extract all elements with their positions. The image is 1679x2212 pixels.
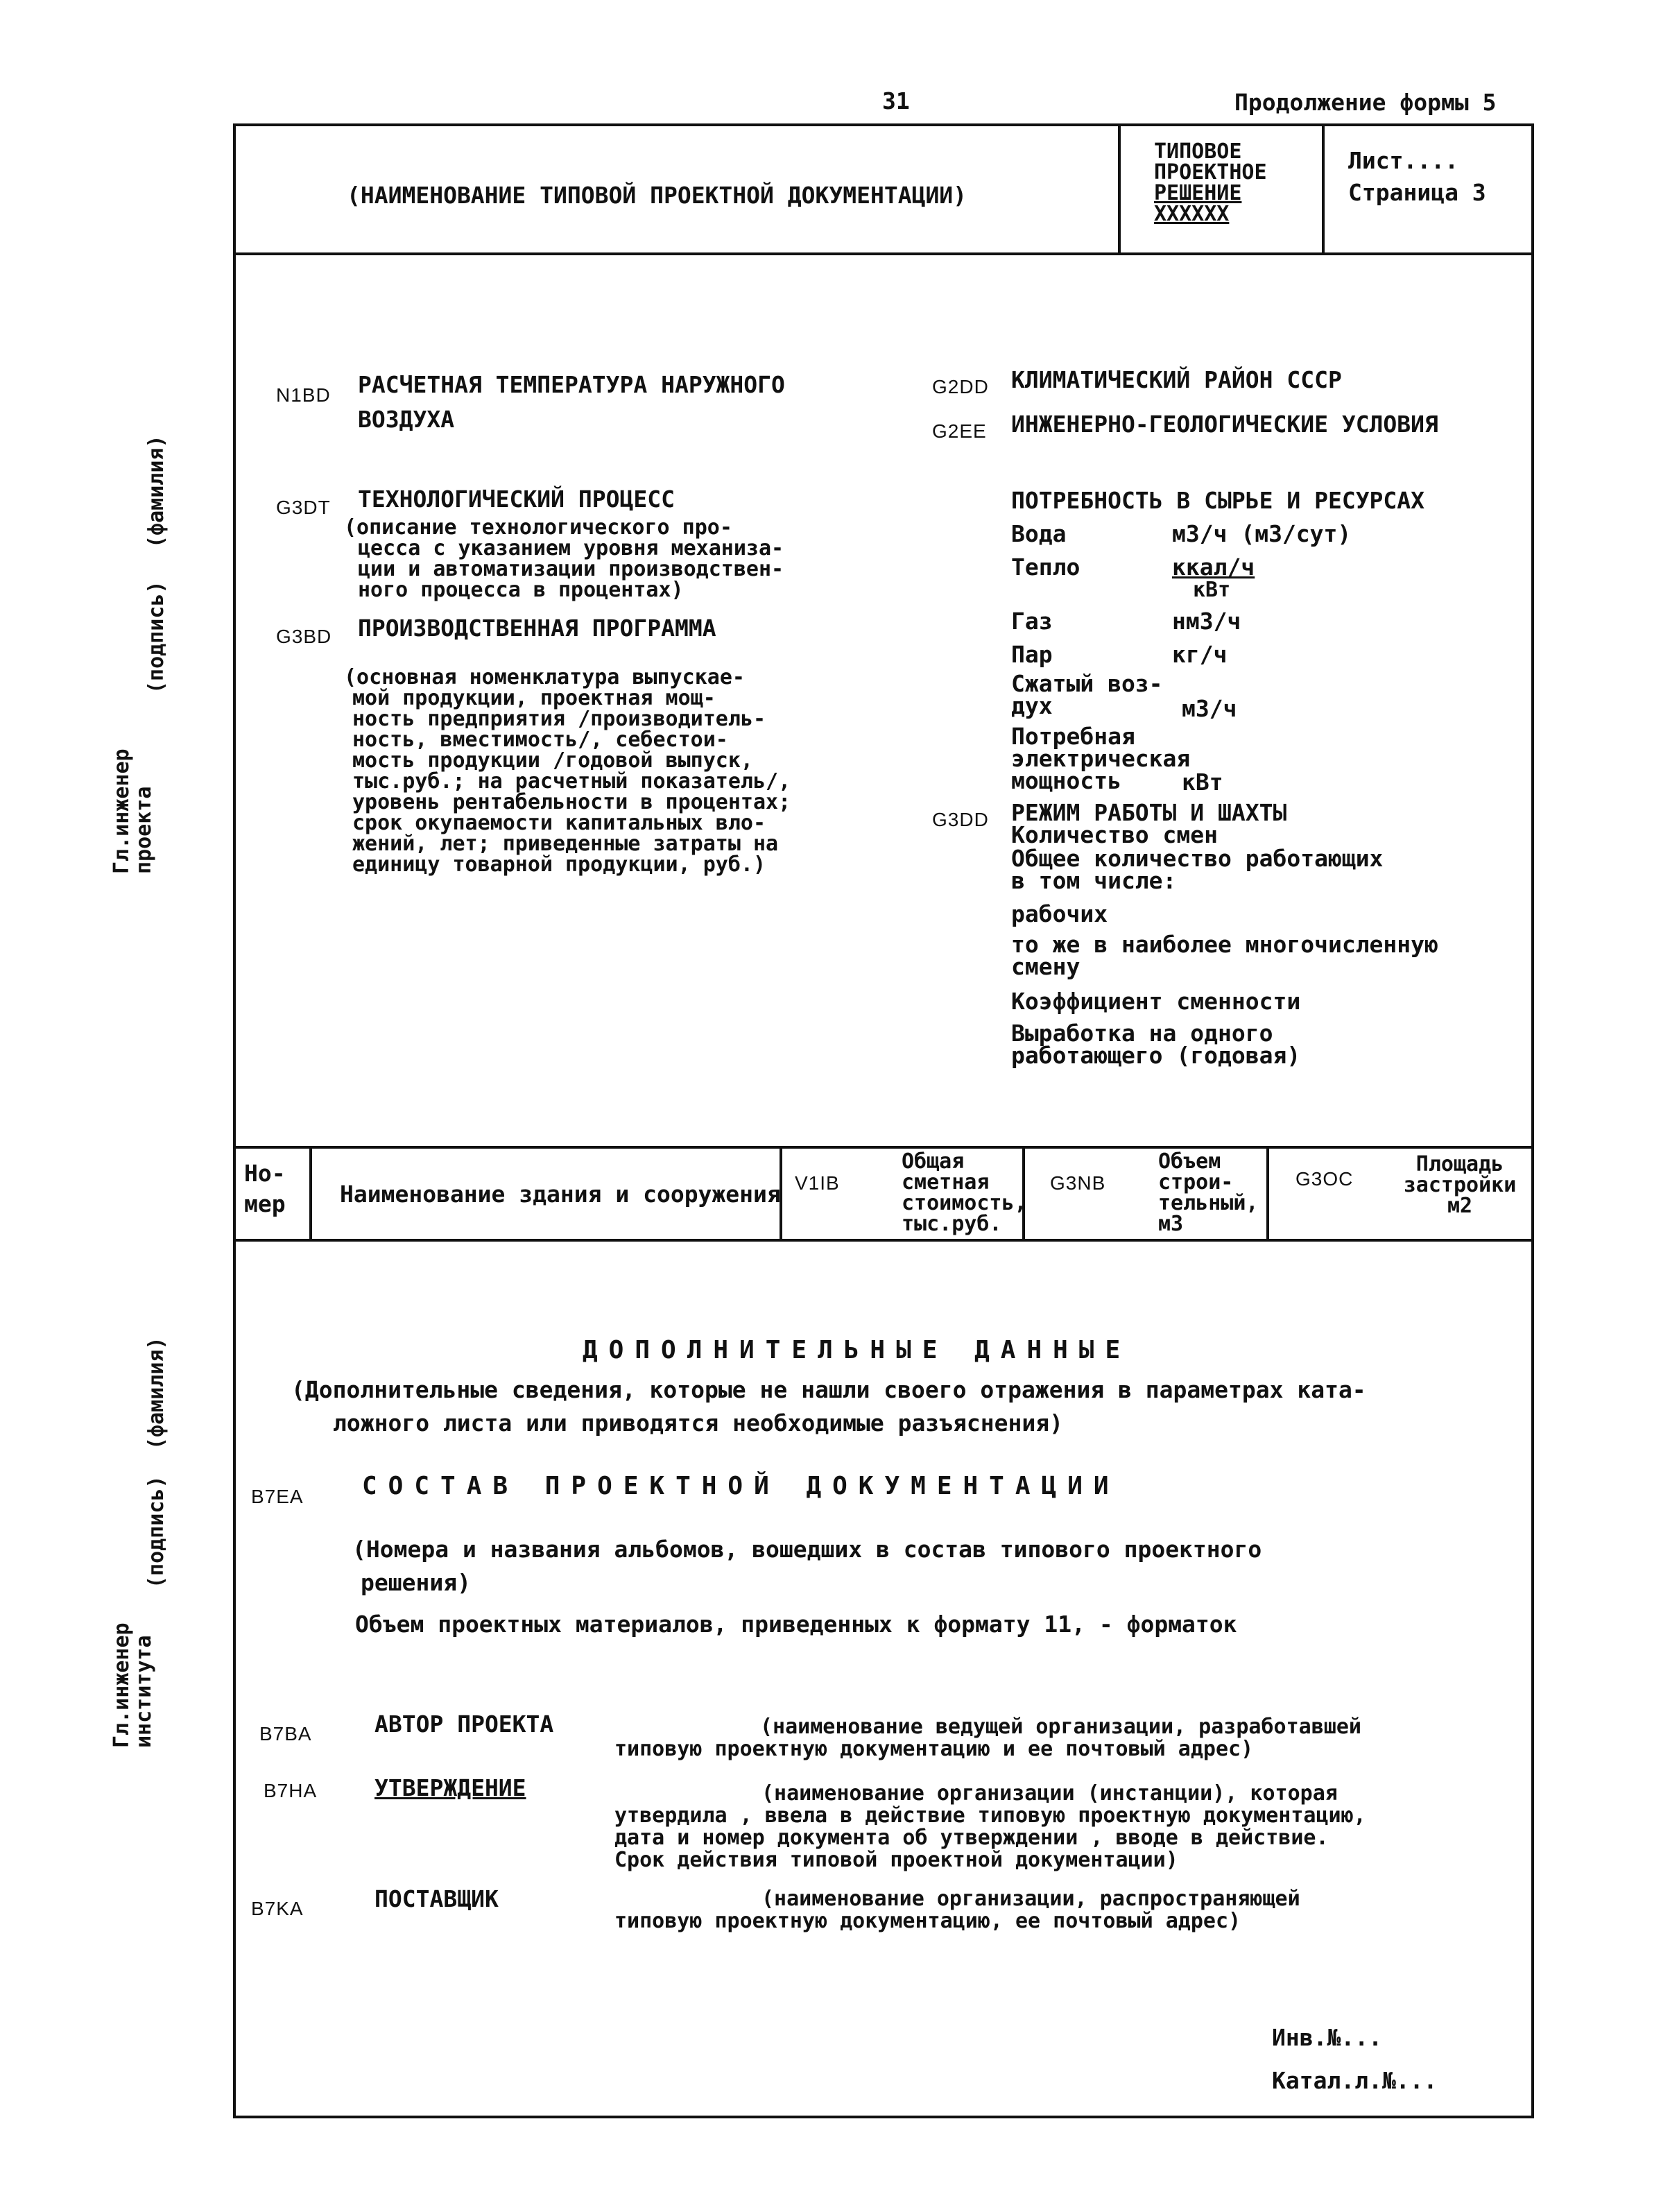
col-area-line-1: Площадь (1415, 1152, 1504, 1176)
compressed-air-label (1011, 670, 1163, 719)
water-unit: м3/ч (м3/сут) (1172, 520, 1352, 547)
prog-desc-line-10: единицу товарной продукции, руб.) (352, 852, 766, 877)
workers-total-line-2: в том числе: (1011, 867, 1177, 894)
approval-desc-line-3: дата и номер документа об утверждении , вводе в действие. (614, 1826, 1329, 1850)
heat-unit-top: ккал/ч (1172, 554, 1255, 581)
supplier-label: ПОСТАВЩИК (374, 1885, 499, 1912)
work-mode-title: РЕЖИМ РАБОТЫ И ШАХТЫ (1011, 799, 1287, 826)
decision-label (1154, 139, 1267, 226)
prog-desc-line-5: мость продукции /годовой выпуск, (352, 748, 753, 773)
col-cost-line-3: стоимость, (902, 1191, 1027, 1215)
page-number: 31 (882, 87, 910, 114)
albums-description (352, 1533, 1262, 1600)
climate-region-label: КЛИМАТИЧЕСКИЙ РАЙОН СССР (1011, 366, 1342, 393)
supplier-desc-line-2: типовую проектную документацию, ее почтовый адрес) (614, 1909, 1241, 1933)
side-label-signature-top: (подпись) (144, 581, 169, 694)
page-label: Страница 3 (1348, 179, 1486, 206)
workers-label: рабочих (1011, 900, 1108, 927)
air-line-2: дух (1011, 692, 1053, 719)
code-g3bd: G3BD (276, 626, 332, 647)
col-volume-line-2: строи- (1158, 1170, 1234, 1194)
largest-shift-line-2: смену (1011, 953, 1080, 980)
supplier-description (614, 1888, 1300, 1932)
col-cost-line-2: сметная (902, 1170, 990, 1194)
largest-shift-label (1011, 931, 1438, 980)
inventory-number: Инв.№... (1272, 2024, 1382, 2051)
prog-desc-line-2: мой продукции, проектная мощ- (352, 686, 716, 710)
side-institute-line-2: института (132, 1635, 156, 1748)
outdoor-temperature-label (358, 368, 785, 437)
tech-desc-line-1: (описание технологического про- (344, 515, 732, 540)
extra-data-description (291, 1373, 1366, 1440)
catalog-sheet-number: Катал.л.№... (1272, 2067, 1438, 2094)
code-g2ee: G2EE (932, 420, 987, 442)
prog-desc-line-3: ность предприятия /производитель- (352, 707, 766, 731)
prog-desc-line-4: ность, вместимость/, себестои- (352, 728, 728, 752)
supplier-desc-line-1: (наименование организации, распространяющей (761, 1887, 1300, 1911)
approval-desc-line-1: (наименование организации (инстанции), которая (761, 1781, 1338, 1806)
decision-line-3: РЕШЕНИЕ (1154, 181, 1242, 205)
steam-unit: кг/ч (1172, 641, 1228, 668)
output-label (1011, 1022, 1300, 1067)
code-b7ka: B7KA (251, 1898, 304, 1919)
geology-label: ИНЖЕНЕРНО-ГЕОЛОГИЧЕСКИЕ УСЛОВИЯ (1011, 411, 1438, 438)
output-line-2: работающего (годовая) (1011, 1042, 1301, 1069)
decision-line-4: XXXXXX (1154, 202, 1230, 226)
side-project-line-2: проекта (132, 786, 156, 874)
author-desc-line-2: типовую проектную документацию и ее почтовый адрес) (614, 1737, 1254, 1761)
heat-label: Тепло (1011, 554, 1080, 581)
code-g3nb: G3NB (1050, 1172, 1106, 1194)
left-margin-mark (233, 1773, 236, 1784)
prog-desc-line-7: уровень рентабельности в процентах; (352, 790, 791, 814)
code-v1ib: V1IB (795, 1172, 840, 1194)
extra-data-title: ДОПОЛНИТЕЛЬНЫЕ ДАННЫЕ (583, 1336, 1132, 1364)
production-program-title: ПРОИЗВОДСТВЕННАЯ ПРОГРАММА (358, 615, 716, 642)
shifts-label: Количество смен (1011, 821, 1219, 848)
tech-desc-line-3: ции и автоматизации производствен- (358, 557, 784, 581)
code-n1bd: N1BD (276, 384, 331, 406)
table-col-divider-1 (309, 1146, 312, 1240)
tech-desc-line-4: ного процесса в процентах) (358, 578, 684, 602)
side-project-line-1: Гл.инженер (110, 748, 134, 874)
tech-process-title: ТЕХНОЛОГИЧЕСКИЙ ПРОЦЕСС (358, 486, 675, 513)
outdoor-temperature-line-1: РАСЧЕТНАЯ ТЕМПЕРАТУРА НАРУЖНОГО (358, 371, 785, 398)
col-number-line-2: мер (244, 1190, 286, 1217)
power-line-2: электрическая (1011, 745, 1191, 772)
doc-composition-title: СОСТАВ ПРОЕКТНОЙ ДОКУМЕНТАЦИИ (362, 1472, 1120, 1500)
power-unit: кВт (1182, 769, 1223, 796)
resources-title: ПОТРЕБНОСТЬ В СЫРЬЕ И РЕСУРСАХ (1011, 487, 1425, 514)
gas-label: Газ (1011, 608, 1053, 635)
prog-desc-line-1: (основная номенклатура выпускае- (344, 665, 745, 689)
col-cost-header (902, 1151, 1027, 1235)
col-number-line-1: Но- (244, 1160, 286, 1187)
air-line-1: Сжатый воз- (1011, 670, 1163, 697)
col-volume-line-4: м3 (1158, 1212, 1184, 1236)
tech-process-description (344, 517, 784, 601)
output-line-1: Выработка на одного (1011, 1020, 1273, 1047)
albums-line-2: решения) (361, 1569, 471, 1596)
extra-desc-line-1: (Дополнительные сведения, которые не нашли своего отражения в параметрах ката- (291, 1376, 1366, 1403)
col-cost-line-1: Общая (902, 1149, 965, 1174)
side-institute-line-1: Гл.инженер (110, 1622, 134, 1748)
volume-line: Объем проектных материалов, приведенных к формату 11, - форматок (355, 1611, 1237, 1638)
code-g2dd: G2DD (932, 376, 989, 397)
col-cost-line-4: тыс.руб. (902, 1212, 1002, 1236)
production-program-description (344, 667, 791, 875)
tech-desc-line-2: цесса с указанием уровня механиза- (358, 536, 784, 560)
code-g3dd: G3DD (932, 809, 989, 830)
prog-desc-line-8: срок окупаемости капитальных вло- (352, 811, 766, 835)
decision-line-1: ТИПОВОЕ (1154, 139, 1242, 164)
heat-unit-bottom: кВт (1193, 578, 1231, 602)
code-b7ba: B7BA (259, 1723, 312, 1744)
table-col-divider-4 (1266, 1146, 1269, 1240)
shift-coefficient-label: Коэффициент сменности (1011, 988, 1301, 1015)
author-desc-line-1: (наименование ведущей организации, разработавшей (760, 1715, 1361, 1739)
power-line-1: Потребная (1011, 723, 1135, 750)
prog-desc-line-6: тыс.руб.; на расчетный показатель/, (352, 769, 791, 794)
side-label-surname-bottom: (фамилия) (144, 1337, 169, 1450)
side-label-project-engineer (111, 748, 155, 874)
compressed-air-unit: м3/ч (1182, 695, 1237, 722)
table-bottom-rule (233, 1239, 1534, 1242)
col-volume-line-3: тельный, (1158, 1191, 1259, 1215)
sheet-label: Лист.... (1348, 147, 1458, 174)
approval-desc-line-2: утвердила , ввела в действие типовую проектную документацию, (614, 1803, 1366, 1828)
table-top-rule (233, 1146, 1534, 1149)
header-bottom-rule (233, 252, 1534, 255)
form-continuation: Продолжение формы 5 (1234, 89, 1497, 116)
header-divider-2 (1322, 123, 1325, 255)
col-name-header: Наименование здания и сооружения (340, 1181, 781, 1208)
code-g3oc: G3OC (1295, 1168, 1354, 1190)
col-volume-header (1158, 1151, 1259, 1235)
power-label (1011, 723, 1191, 794)
decision-line-2: ПРОЕКТНОЕ (1154, 160, 1267, 185)
prog-desc-line-9: жений, лет; приведенные затраты на (352, 832, 779, 856)
power-line-3: мощность (1011, 767, 1121, 794)
author-label: АВТОР ПРОЕКТА (374, 1711, 554, 1738)
side-label-institute-engineer (111, 1622, 155, 1748)
outdoor-temperature-line-2: ВОЗДУХА (358, 406, 455, 433)
albums-line-1: (Номера и названия альбомов, вошедших в состав типового проектного (352, 1536, 1262, 1563)
col-area-line-2: застройки (1403, 1173, 1517, 1197)
workers-total-label (1011, 845, 1384, 894)
code-b7ha: B7HA (264, 1780, 318, 1801)
side-label-surname-top: (фамилия) (144, 435, 169, 548)
col-number-header (244, 1158, 286, 1219)
col-area-line-3: м2 (1447, 1194, 1473, 1218)
col-volume-line-1: Объем (1158, 1149, 1221, 1174)
gas-unit: нм3/ч (1172, 608, 1241, 635)
approval-description (614, 1783, 1366, 1871)
code-b7ea: B7EA (251, 1486, 304, 1507)
code-g3dt: G3DT (276, 497, 331, 518)
document-title: (НАИМЕНОВАНИЕ ТИПОВОЙ ПРОЕКТНОЙ ДОКУМЕНТАЦИИ) (347, 182, 967, 209)
header-divider-1 (1118, 123, 1121, 255)
workers-total-line-1: Общее количество работающих (1011, 845, 1384, 872)
approval-desc-line-4: Срок действия типовой проектной документации) (614, 1848, 1178, 1872)
approval-label: УТВЕРЖДЕНИЕ (374, 1774, 526, 1801)
col-area-header (1394, 1154, 1526, 1217)
side-label-signature-bottom: (подпись) (144, 1475, 169, 1588)
author-description (614, 1716, 1361, 1760)
water-label: Вода (1011, 520, 1067, 547)
largest-shift-line-1: то же в наиболее многочисленную (1011, 931, 1438, 958)
extra-desc-line-2: ложного листа или приводятся необходимые разъяснения) (333, 1409, 1063, 1437)
steam-label: Пар (1011, 641, 1053, 668)
